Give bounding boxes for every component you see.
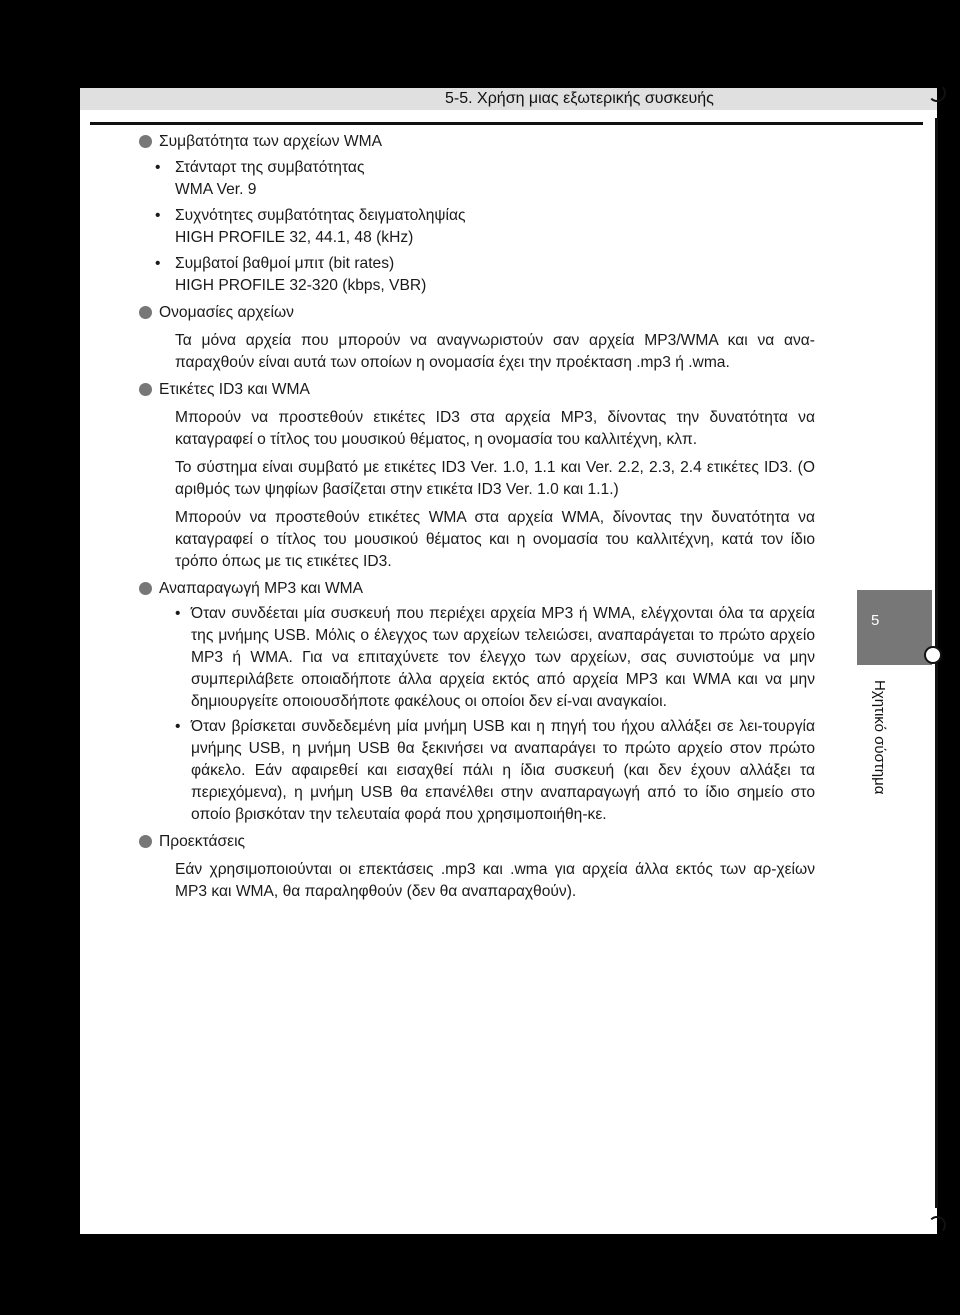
section-title: Συμβατότητα των αρχείων WMA [135,131,815,153]
bullet-dot-icon [139,306,152,319]
bullet-dot-icon [139,383,152,396]
bullet-icon: • [155,207,161,224]
section-id3-tags [135,379,815,573]
chapter-tab [857,590,932,665]
chapter-label: Ηχητικό σύστημα [871,680,888,795]
section-playback [135,578,815,826]
bullet-paragraph: • Όταν συνδέεται μία συσκευή που περιέχει αρχεία MP3 ή WMA, ελέγχονται όλα τα αρχεία της μνήμης USB. Μόλις ο έλεγχος των αρχείων τελειώσει, αναπαράγεται το πρώτο αρχείο MP3 ή WMA. Για να επιταχύνετε τον έλεγχο των αρχείων, σας συνιστούμε να μην συμπεριλάβετε οποιαδήποτε άλλα αρχεία εκτός από αρχεία MP3 και WMA και να μην δημιουργείτε οποιουσδήποτε φακέλους οι οποίοι δεν εί-ναι αναγκαίοι. [175,605,815,710]
list-item: • Συμβατοί βαθμοί μπιτ (bit rates) [135,253,815,275]
section-file-names [135,302,815,374]
paragraph: Τα μόνα αρχεία που μπορούν να αναγνωριστούν σαν αρχεία MP3/WMA και να ανα-παραχθούν είναι αυτά των οποίων η ονομασία έχει την προέκταση .mp3 ή .wma. [175,332,815,371]
paragraph: Μπορούν να προστεθούν ετικέτες WMA στα αρχεία WMA, δίνοντας την δυνατότητα να καταγραφεί ο τίτλος του μουσικού θέματος και η ονομασία του καλλιτέχνη, κατά τον ίδιο τρόπο όπως με τις ετικέτες ID3. [175,509,815,570]
bullet-paragraph: • Όταν βρίσκεται συνδεδεμένη μία μνήμη USB και η πηγή του ήχου αλλάξει σε λει-τουργία μνήμης USB, η μνήμη USB θα ξεκινήσει να αναπαράγει το πρώτο αρχείο στον πρώτο φάκελο. Εάν αφαιρεθεί και εισαχθεί πάλι η ίδια συσκευή (και δεν έχουν αλλάξει τα περιεχόμενα), η μνήμη USB θα επανέλθει στην αναπαραγωγή από το ίδιο σημείο στο οποίο βρισκόταν την τελευταία φορά που χρησιμοποιήθη-κε. [175,718,815,823]
section-title: Ετικέτες ID3 και WMA [135,379,815,401]
bullet-icon: • [175,605,181,622]
section-title: Αναπαραγωγή MP3 και WMA [135,578,815,600]
list-item-value: HIGH PROFILE 32, 44.1, 48 (kHz) [175,229,414,246]
list-item: • Συχνότητες συμβατότητας δειγματοληψίας [135,205,815,227]
section-wma-compat [135,131,815,297]
page-header [80,88,937,110]
bullet-icon: • [155,159,161,176]
header-rule [90,122,923,125]
crop-mark-bottom [928,1216,946,1234]
section-title: Προεκτάσεις [135,831,815,853]
paragraph: Εάν χρησιμοποιούνται οι επεκτάσεις .mp3 και .wma για αρχεία άλλα εκτός των αρ-χείων MP3 και WMA, θα παραληφθούν (δεν θα αναπαραχθούν). [175,861,815,900]
page-content [135,126,815,903]
list-item-value: WMA Ver. 9 [175,181,257,198]
chapter-number: 5 [871,612,880,629]
header-title: 5-5. Χρήση μιας εξωτερικής συσκευής [445,90,714,107]
bullet-dot-icon [139,135,152,148]
list-item: • Στάνταρτ της συμβατότητας [135,157,815,179]
bullet-icon: • [155,255,161,272]
crop-mark-top [928,84,946,102]
list-item-value: HIGH PROFILE 32-320 (kbps, VBR) [175,277,427,294]
section-title: Ονομασίες αρχείων [135,302,815,324]
bullet-icon: • [175,718,181,735]
bullet-dot-icon [139,835,152,848]
registration-mark-icon [924,646,942,664]
manual-page [80,88,937,1234]
paragraph: Το σύστημα είναι συμβατό με ετικέτες ID3 Ver. 1.0, 1.1 και Ver. 2.2, 2.3, 2.4 ετικέτες ID3. (Ο αριθμός των ψηφίων βασίζεται στην ετικέτα ID3 Ver. 1.0 και 1.1.) [175,459,815,498]
bullet-dot-icon [139,582,152,595]
paragraph: Μπορούν να προστεθούν ετικέτες ID3 στα αρχεία MP3, δίνοντας την δυνατότητα να καταγραφεί ο τίτλος του μουσικού θέματος, η ονομασία του καλλιτέχνη, κλπ. [175,409,815,448]
section-extensions [135,831,815,903]
